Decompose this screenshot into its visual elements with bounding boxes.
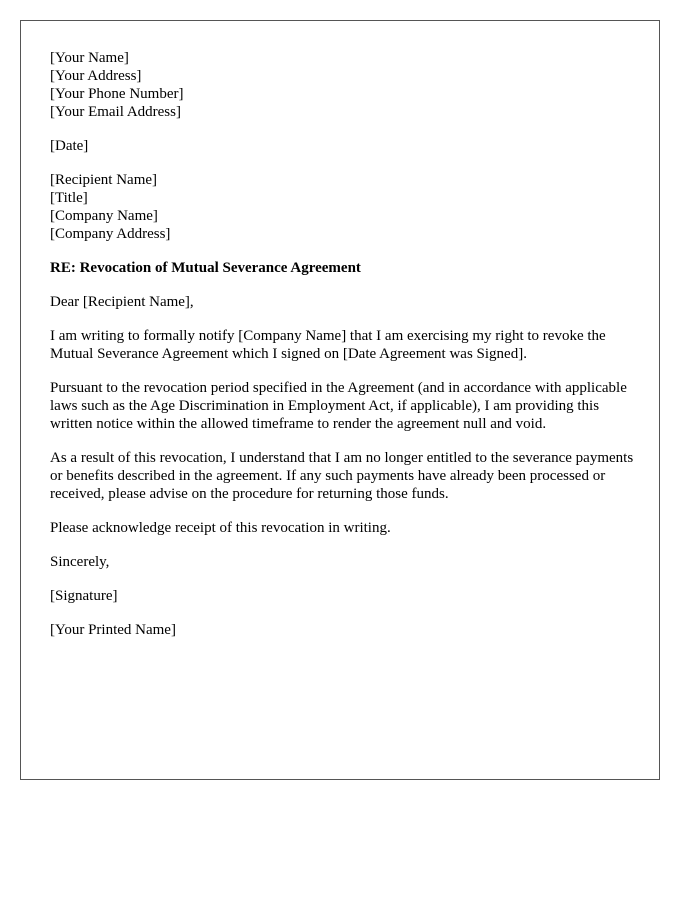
letter-body [50,49,640,655]
sender-name: [Your Name] [50,50,129,66]
signature-placeholder: [Signature] [50,588,118,604]
recipient-block [50,171,640,243]
recipient-address: [Company Address] [50,226,171,242]
salutation: Dear [Recipient Name], [50,294,194,310]
body-paragraph-2: Pursuant to the revocation period specified in the Agreement (and in accordance with applicable laws such as the Age Discrimination in Employment Act, if applicable), I am providing this written notice within the allowed timeframe to render the agreement null and void. [50,380,627,432]
sender-phone: [Your Phone Number] [50,86,184,102]
printed-name: [Your Printed Name] [50,622,176,638]
recipient-name: [Recipient Name] [50,172,158,188]
letter-page [20,20,660,780]
body-paragraph-3: As a result of this revocation, I understand that I am no longer entitled to the severance payments or benefits described in the agreement. If any such payments have already been processed or received, please advise on the procedure for returning those funds. [50,450,634,502]
sender-email: [Your Email Address] [50,104,181,120]
sender-address: [Your Address] [50,68,142,84]
body-paragraph-4: Please acknowledge receipt of this revocation in writing. [50,520,391,536]
recipient-company: [Company Name] [50,208,158,224]
sender-block [50,49,640,121]
recipient-title: [Title] [50,190,88,206]
subject-line: RE: Revocation of Mutual Severance Agreement [50,260,361,276]
closing: Sincerely, [50,554,110,570]
date-line: [Date] [50,138,89,154]
body-paragraph-1: I am writing to formally notify [Company Name] that I am exercising my right to revoke the Mutual Severance Agreement which I signed on [Date Agreement was Signed]. [50,328,606,362]
